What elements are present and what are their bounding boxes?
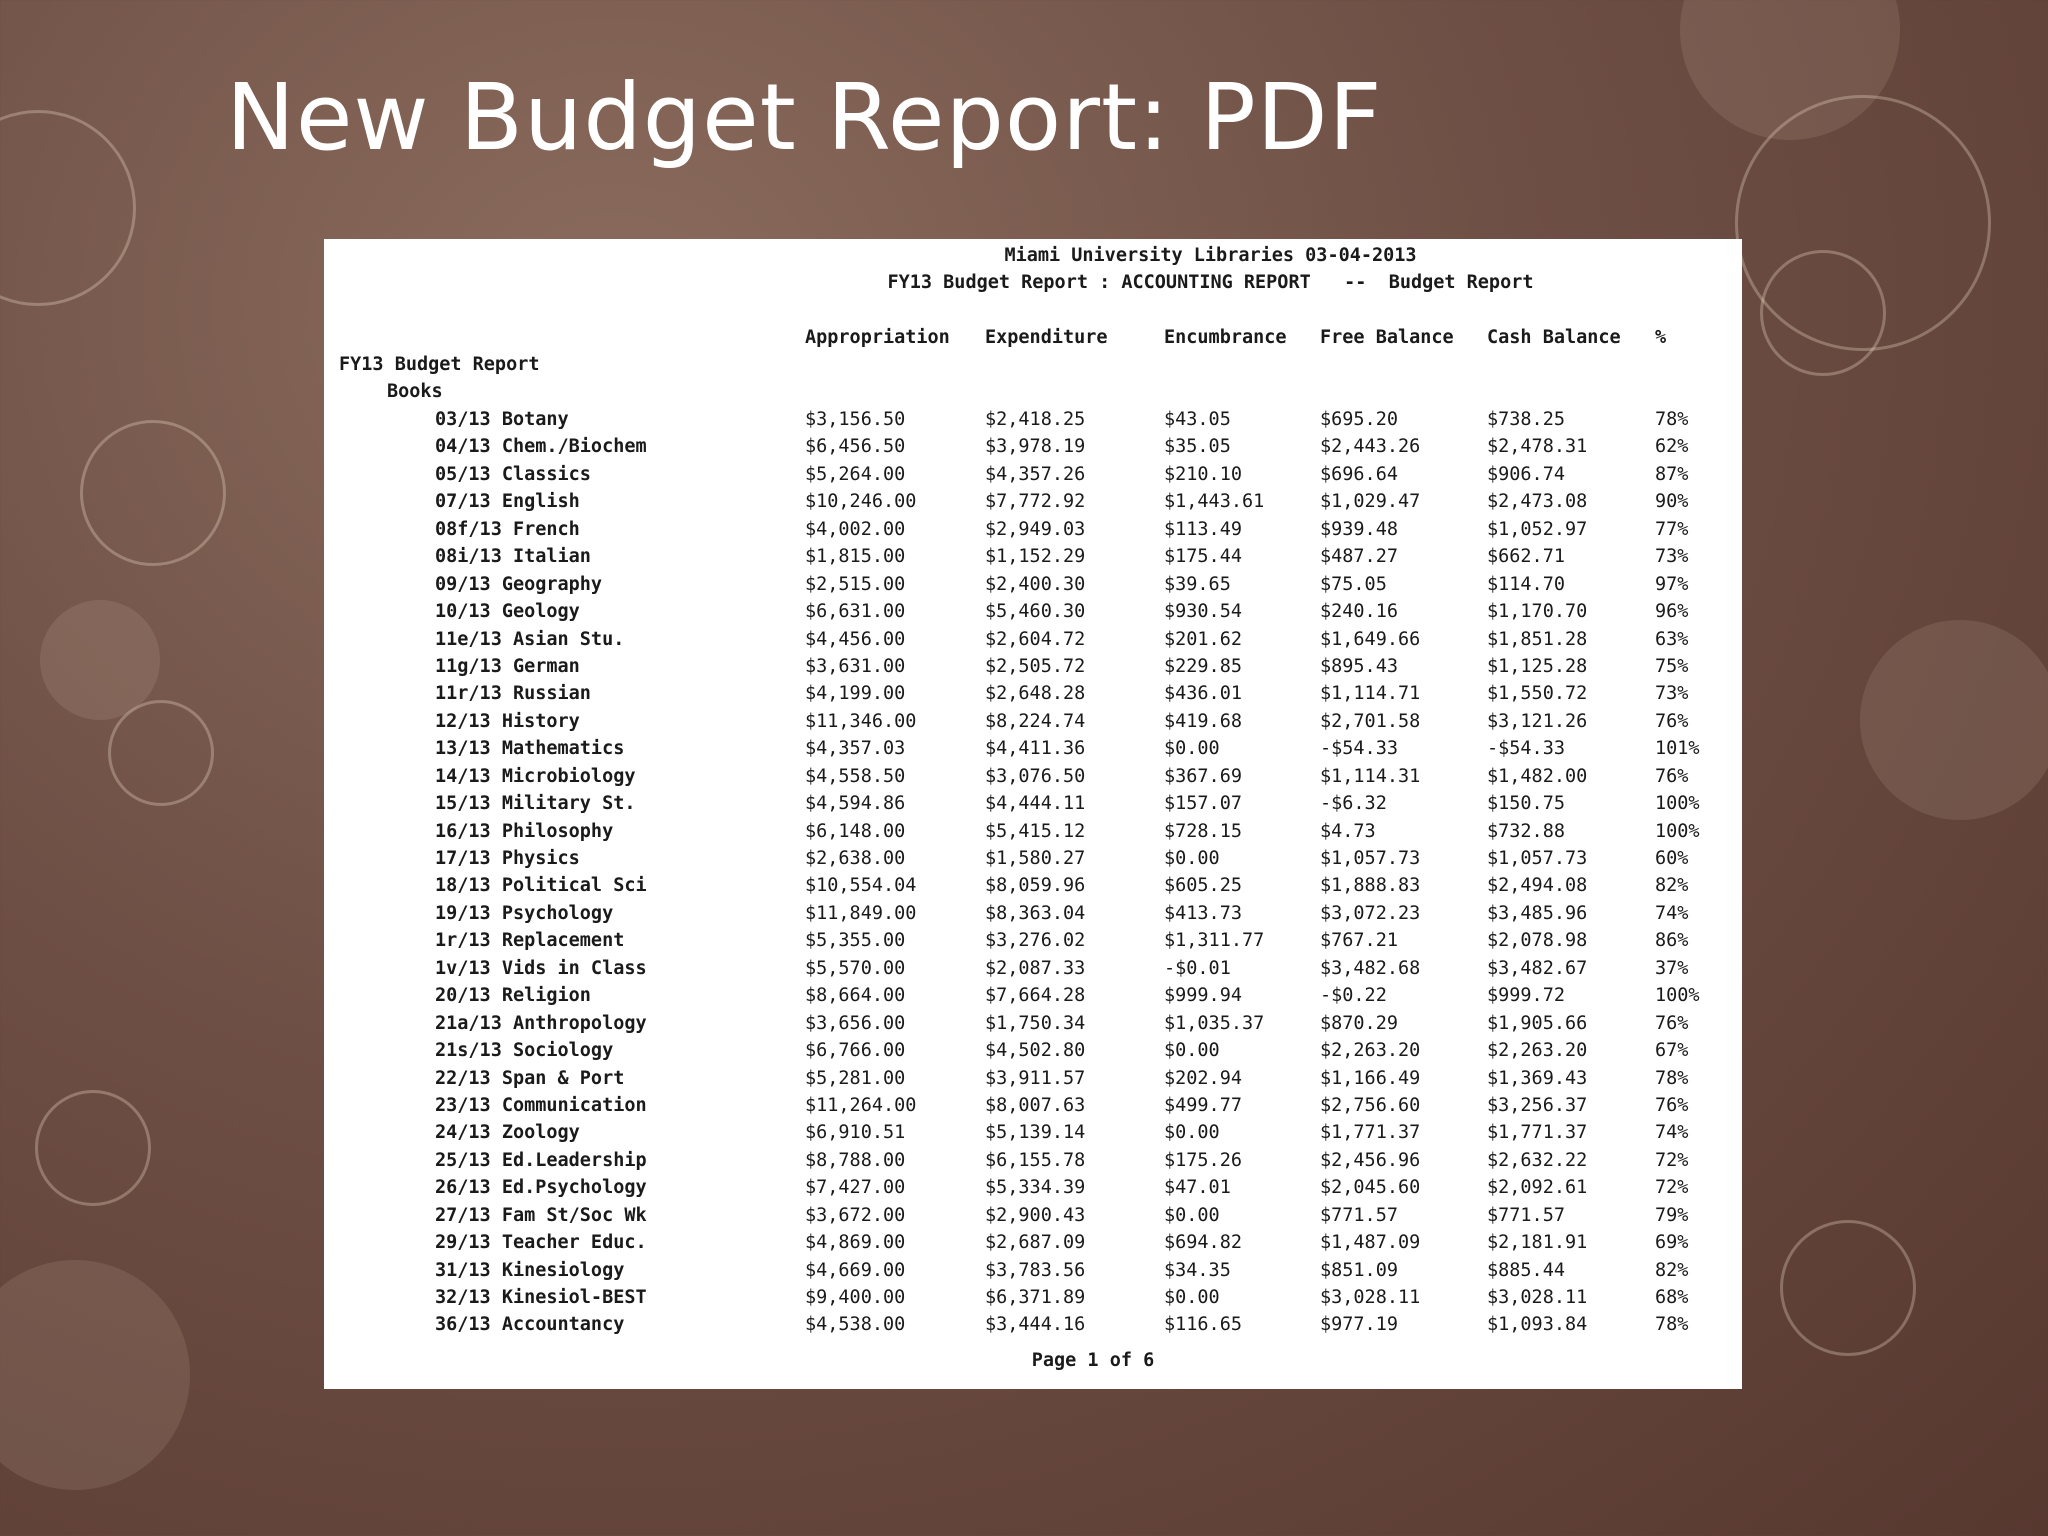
cell-percent: 62% bbox=[1655, 436, 1689, 458]
cell-expenditure: $8,224.74 bbox=[985, 710, 1086, 732]
cell-free-balance: $487.27 bbox=[1320, 546, 1398, 568]
cell-expenditure: $3,783.56 bbox=[985, 1259, 1086, 1281]
cell-free-balance: $1,771.37 bbox=[1320, 1122, 1421, 1144]
cell-appropriation: $1,815.00 bbox=[805, 546, 906, 568]
table-row bbox=[324, 1287, 1742, 1314]
cell-expenditure: $5,139.14 bbox=[985, 1122, 1086, 1144]
col-expenditure: Expenditure bbox=[985, 327, 1108, 348]
cell-free-balance: $1,649.66 bbox=[1320, 628, 1421, 650]
fund-name: 12/13 History bbox=[435, 710, 580, 732]
table-row bbox=[324, 848, 1742, 875]
cell-percent: 76% bbox=[1655, 710, 1689, 732]
cell-appropriation: $4,869.00 bbox=[805, 1232, 906, 1254]
fund-name: 15/13 Military St. bbox=[435, 793, 636, 815]
cell-encumbrance: $0.00 bbox=[1164, 1040, 1220, 1062]
table-row bbox=[324, 491, 1742, 518]
fund-name: 18/13 Political Sci bbox=[435, 875, 647, 897]
cell-expenditure: $3,978.19 bbox=[985, 436, 1086, 458]
page-indicator: Page 1 of 6 bbox=[1031, 1350, 1155, 1371]
column-headers bbox=[324, 327, 1742, 353]
cell-cash-balance: $3,121.26 bbox=[1487, 710, 1588, 732]
table-row bbox=[324, 656, 1742, 683]
cell-expenditure: $7,772.92 bbox=[985, 491, 1086, 513]
cell-expenditure: $2,505.72 bbox=[985, 655, 1086, 677]
cell-cash-balance: $3,485.96 bbox=[1487, 902, 1588, 924]
cell-expenditure: $2,648.28 bbox=[985, 683, 1086, 705]
cell-encumbrance: $43.05 bbox=[1164, 409, 1231, 430]
cell-percent: 78% bbox=[1655, 409, 1689, 430]
cell-encumbrance: $1,311.77 bbox=[1164, 930, 1265, 952]
table-row bbox=[324, 903, 1742, 930]
fund-name: 21s/13 Sociology bbox=[435, 1040, 614, 1062]
cell-percent: 69% bbox=[1655, 1232, 1689, 1254]
cell-encumbrance: $499.77 bbox=[1164, 1094, 1242, 1116]
cell-encumbrance: $0.00 bbox=[1164, 1287, 1220, 1308]
fund-name: 24/13 Zoology bbox=[435, 1122, 580, 1144]
cell-appropriation: $5,264.00 bbox=[805, 463, 906, 485]
bokeh-circle bbox=[1860, 620, 2048, 820]
cell-free-balance: $977.19 bbox=[1320, 1314, 1398, 1336]
cell-percent: 101% bbox=[1655, 738, 1700, 760]
table-row bbox=[324, 793, 1742, 820]
cell-cash-balance: $1,771.37 bbox=[1487, 1122, 1588, 1144]
fund-name: 03/13 Botany bbox=[435, 409, 569, 430]
cell-free-balance: $1,114.71 bbox=[1320, 683, 1421, 705]
cell-cash-balance: $2,263.20 bbox=[1487, 1040, 1588, 1062]
cell-percent: 76% bbox=[1655, 765, 1689, 787]
cell-encumbrance: $367.69 bbox=[1164, 765, 1242, 787]
pdf-page bbox=[324, 239, 1742, 1389]
cell-expenditure: $5,415.12 bbox=[985, 820, 1086, 842]
cell-expenditure: $1,580.27 bbox=[985, 848, 1086, 869]
cell-encumbrance: $413.73 bbox=[1164, 902, 1242, 924]
cell-free-balance: $939.48 bbox=[1320, 518, 1398, 540]
table-row bbox=[324, 1013, 1742, 1040]
cell-percent: 75% bbox=[1655, 655, 1689, 677]
bokeh-circle bbox=[40, 600, 160, 720]
cell-cash-balance: $885.44 bbox=[1487, 1259, 1565, 1281]
bokeh-circle bbox=[1680, 0, 1900, 140]
cell-appropriation: $4,199.00 bbox=[805, 683, 906, 705]
cell-appropriation: $6,910.51 bbox=[805, 1122, 906, 1144]
fund-name: 16/13 Philosophy bbox=[435, 820, 614, 842]
cell-appropriation: $4,357.03 bbox=[805, 738, 906, 760]
col-percent: % bbox=[1655, 327, 1667, 348]
fund-name: 26/13 Ed.Psychology bbox=[435, 1177, 647, 1199]
cell-encumbrance: $436.01 bbox=[1164, 683, 1242, 705]
bokeh-circle bbox=[1760, 250, 1886, 376]
fund-name: 22/13 Span & Port bbox=[435, 1067, 625, 1089]
bokeh-circle bbox=[80, 420, 226, 566]
fund-name: 32/13 Kinesiol-BEST bbox=[435, 1287, 647, 1308]
cell-percent: 72% bbox=[1655, 1177, 1689, 1199]
cell-expenditure: $6,155.78 bbox=[985, 1149, 1086, 1171]
cell-encumbrance: $39.65 bbox=[1164, 573, 1231, 595]
fund-name: 1r/13 Replacement bbox=[435, 930, 625, 952]
cell-percent: 76% bbox=[1655, 1094, 1689, 1116]
cell-expenditure: $2,418.25 bbox=[985, 409, 1086, 430]
fund-name: 29/13 Teacher Educ. bbox=[435, 1232, 647, 1254]
cell-appropriation: $6,631.00 bbox=[805, 601, 906, 623]
cell-appropriation: $4,558.50 bbox=[805, 765, 906, 787]
cell-cash-balance: $2,494.08 bbox=[1487, 875, 1588, 897]
cell-appropriation: $4,002.00 bbox=[805, 518, 906, 540]
table-row bbox=[324, 409, 1742, 436]
cell-appropriation: $2,515.00 bbox=[805, 573, 906, 595]
col-free-balance: Free Balance bbox=[1320, 327, 1454, 348]
cell-cash-balance: $3,482.67 bbox=[1487, 957, 1588, 979]
cell-expenditure: $5,460.30 bbox=[985, 601, 1086, 623]
cell-free-balance: $851.09 bbox=[1320, 1259, 1398, 1281]
cell-cash-balance: $1,052.97 bbox=[1487, 518, 1588, 540]
cell-free-balance: $2,456.96 bbox=[1320, 1149, 1421, 1171]
table-row bbox=[324, 1232, 1742, 1259]
cell-encumbrance: $175.26 bbox=[1164, 1149, 1242, 1171]
cell-appropriation: $6,148.00 bbox=[805, 820, 906, 842]
cell-percent: 63% bbox=[1655, 628, 1689, 650]
fund-name: 11e/13 Asian Stu. bbox=[435, 628, 625, 650]
table-row bbox=[324, 519, 1742, 546]
cell-percent: 100% bbox=[1655, 820, 1700, 842]
cell-encumbrance: $202.94 bbox=[1164, 1067, 1242, 1089]
cell-expenditure: $4,357.26 bbox=[985, 463, 1086, 485]
fund-name: 20/13 Religion bbox=[435, 985, 591, 1007]
cell-appropriation: $3,656.00 bbox=[805, 1012, 906, 1034]
cell-appropriation: $5,281.00 bbox=[805, 1067, 906, 1089]
table-row bbox=[324, 821, 1742, 848]
cell-percent: 100% bbox=[1655, 985, 1700, 1007]
cell-appropriation: $6,766.00 bbox=[805, 1040, 906, 1062]
cell-percent: 87% bbox=[1655, 463, 1689, 485]
table-row bbox=[324, 1150, 1742, 1177]
cell-expenditure: $2,087.33 bbox=[985, 957, 1086, 979]
fund-name: 07/13 English bbox=[435, 491, 580, 513]
cell-encumbrance: $694.82 bbox=[1164, 1232, 1242, 1254]
cell-encumbrance: $930.54 bbox=[1164, 601, 1242, 623]
table-row bbox=[324, 546, 1742, 573]
cell-cash-balance: $738.25 bbox=[1487, 409, 1565, 430]
cell-expenditure: $5,334.39 bbox=[985, 1177, 1086, 1199]
fund-name: 27/13 Fam St/Soc Wk bbox=[435, 1204, 647, 1226]
cell-percent: 60% bbox=[1655, 848, 1689, 869]
cell-percent: 86% bbox=[1655, 930, 1689, 952]
cell-free-balance: $1,888.83 bbox=[1320, 875, 1421, 897]
cell-percent: 37% bbox=[1655, 957, 1689, 979]
cell-cash-balance: $771.57 bbox=[1487, 1204, 1565, 1226]
cell-free-balance: $1,487.09 bbox=[1320, 1232, 1421, 1254]
fund-name: 14/13 Microbiology bbox=[435, 765, 636, 787]
cell-expenditure: $8,363.04 bbox=[985, 902, 1086, 924]
cell-free-balance: $3,072.23 bbox=[1320, 902, 1421, 924]
cell-encumbrance: $35.05 bbox=[1164, 436, 1231, 458]
cell-appropriation: $4,538.00 bbox=[805, 1314, 906, 1336]
cell-cash-balance: $1,905.66 bbox=[1487, 1012, 1588, 1034]
cell-appropriation: $4,456.00 bbox=[805, 628, 906, 650]
cell-appropriation: $3,631.00 bbox=[805, 655, 906, 677]
cell-expenditure: $3,911.57 bbox=[985, 1067, 1086, 1089]
cell-cash-balance: $2,632.22 bbox=[1487, 1149, 1588, 1171]
bokeh-circle bbox=[108, 700, 214, 806]
cell-cash-balance: $662.71 bbox=[1487, 546, 1565, 568]
table-row bbox=[324, 766, 1742, 793]
report-header-line1: Miami University Libraries 03-04-2013 bbox=[1004, 245, 1417, 266]
report-header-line2: FY13 Budget Report : ACCOUNTING REPORT -- Budget Report bbox=[887, 272, 1534, 293]
fund-name: 36/13 Accountancy bbox=[435, 1314, 625, 1336]
cell-expenditure: $3,276.02 bbox=[985, 930, 1086, 952]
cell-free-balance: $2,045.60 bbox=[1320, 1177, 1421, 1199]
fund-name: 1v/13 Vids in Class bbox=[435, 957, 647, 979]
table-row bbox=[324, 738, 1742, 765]
fund-name: 31/13 Kinesiology bbox=[435, 1259, 625, 1281]
cell-expenditure: $8,059.96 bbox=[985, 875, 1086, 897]
cell-appropriation: $5,355.00 bbox=[805, 930, 906, 952]
cell-encumbrance: $34.35 bbox=[1164, 1259, 1231, 1281]
cell-free-balance: $2,701.58 bbox=[1320, 710, 1421, 732]
cell-appropriation: $11,264.00 bbox=[805, 1094, 917, 1116]
cell-free-balance: $695.20 bbox=[1320, 409, 1398, 430]
cell-percent: 96% bbox=[1655, 601, 1689, 623]
cell-appropriation: $11,346.00 bbox=[805, 710, 917, 732]
table-row bbox=[324, 1095, 1742, 1122]
fund-name: 05/13 Classics bbox=[435, 463, 591, 485]
cell-expenditure: $8,007.63 bbox=[985, 1094, 1086, 1116]
cell-cash-balance: -$54.33 bbox=[1487, 738, 1565, 760]
fund-name: 09/13 Geography bbox=[435, 573, 603, 595]
cell-encumbrance: -$0.01 bbox=[1164, 957, 1231, 979]
cell-free-balance: $4.73 bbox=[1320, 820, 1376, 842]
cell-expenditure: $2,604.72 bbox=[985, 628, 1086, 650]
cell-cash-balance: $1,057.73 bbox=[1487, 848, 1588, 869]
cell-cash-balance: $1,851.28 bbox=[1487, 628, 1588, 650]
cell-encumbrance: $210.10 bbox=[1164, 463, 1242, 485]
cell-free-balance: $1,029.47 bbox=[1320, 491, 1421, 513]
cell-expenditure: $4,444.11 bbox=[985, 793, 1086, 815]
table-row bbox=[324, 985, 1742, 1012]
cell-appropriation: $2,638.00 bbox=[805, 848, 906, 869]
fund-name: 13/13 Mathematics bbox=[435, 738, 625, 760]
cell-cash-balance: $1,482.00 bbox=[1487, 765, 1588, 787]
fund-name: 08i/13 Italian bbox=[435, 546, 591, 568]
table-row bbox=[324, 958, 1742, 985]
section-title: FY13 Budget Report bbox=[339, 354, 540, 375]
cell-encumbrance: $157.07 bbox=[1164, 793, 1242, 815]
slide-title: New Budget Report: PDF bbox=[226, 64, 1383, 171]
table-row bbox=[324, 574, 1742, 601]
cell-appropriation: $10,554.04 bbox=[805, 875, 917, 897]
cell-cash-balance: $2,181.91 bbox=[1487, 1232, 1588, 1254]
cell-percent: 78% bbox=[1655, 1314, 1689, 1336]
cell-encumbrance: $0.00 bbox=[1164, 1122, 1220, 1144]
fund-name: 04/13 Chem./Biochem bbox=[435, 436, 647, 458]
cell-cash-balance: $150.75 bbox=[1487, 793, 1565, 815]
cell-cash-balance: $2,078.98 bbox=[1487, 930, 1588, 952]
cell-cash-balance: $3,028.11 bbox=[1487, 1287, 1588, 1308]
report-rows bbox=[324, 409, 1742, 1342]
cell-free-balance: $696.64 bbox=[1320, 463, 1398, 485]
table-row bbox=[324, 875, 1742, 902]
cell-appropriation: $6,456.50 bbox=[805, 436, 906, 458]
cell-expenditure: $3,076.50 bbox=[985, 765, 1086, 787]
table-row bbox=[324, 1314, 1742, 1341]
cell-encumbrance: $201.62 bbox=[1164, 628, 1242, 650]
cell-free-balance: $771.57 bbox=[1320, 1204, 1398, 1226]
cell-percent: 76% bbox=[1655, 1012, 1689, 1034]
cell-appropriation: $3,156.50 bbox=[805, 409, 906, 430]
col-appropriation: Appropriation bbox=[805, 327, 950, 348]
cell-encumbrance: $229.85 bbox=[1164, 655, 1242, 677]
table-row bbox=[324, 436, 1742, 463]
cell-cash-balance: $1,550.72 bbox=[1487, 683, 1588, 705]
col-encumbrance: Encumbrance bbox=[1164, 327, 1287, 348]
cell-cash-balance: $1,170.70 bbox=[1487, 601, 1588, 623]
cell-expenditure: $3,444.16 bbox=[985, 1314, 1086, 1336]
cell-percent: 73% bbox=[1655, 683, 1689, 705]
table-row bbox=[324, 1068, 1742, 1095]
cell-expenditure: $2,400.30 bbox=[985, 573, 1086, 595]
cell-free-balance: $1,166.49 bbox=[1320, 1067, 1421, 1089]
fund-name: 23/13 Communication bbox=[435, 1094, 647, 1116]
cell-cash-balance: $2,478.31 bbox=[1487, 436, 1588, 458]
cell-percent: 79% bbox=[1655, 1204, 1689, 1226]
cell-expenditure: $1,750.34 bbox=[985, 1012, 1086, 1034]
cell-cash-balance: $3,256.37 bbox=[1487, 1094, 1588, 1116]
table-row bbox=[324, 464, 1742, 491]
cell-cash-balance: $2,092.61 bbox=[1487, 1177, 1588, 1199]
cell-percent: 74% bbox=[1655, 902, 1689, 924]
cell-percent: 97% bbox=[1655, 573, 1689, 595]
table-row bbox=[324, 1205, 1742, 1232]
cell-percent: 72% bbox=[1655, 1149, 1689, 1171]
table-row bbox=[324, 629, 1742, 656]
fund-name: 11g/13 German bbox=[435, 655, 580, 677]
cell-cash-balance: $999.72 bbox=[1487, 985, 1565, 1007]
table-row bbox=[324, 1177, 1742, 1204]
cell-encumbrance: $999.94 bbox=[1164, 985, 1242, 1007]
cell-expenditure: $6,371.89 bbox=[985, 1287, 1086, 1308]
cell-free-balance: $2,443.26 bbox=[1320, 436, 1421, 458]
cell-appropriation: $7,427.00 bbox=[805, 1177, 906, 1199]
table-row bbox=[324, 683, 1742, 710]
cell-cash-balance: $732.88 bbox=[1487, 820, 1565, 842]
table-row bbox=[324, 1260, 1742, 1287]
table-row bbox=[324, 930, 1742, 957]
cell-percent: 90% bbox=[1655, 491, 1689, 513]
fund-name: 21a/13 Anthropology bbox=[435, 1012, 647, 1034]
cell-encumbrance: $47.01 bbox=[1164, 1177, 1231, 1199]
cell-free-balance: $75.05 bbox=[1320, 573, 1387, 595]
cell-encumbrance: $175.44 bbox=[1164, 546, 1242, 568]
cell-cash-balance: $114.70 bbox=[1487, 573, 1565, 595]
cell-expenditure: $2,900.43 bbox=[985, 1204, 1086, 1226]
fund-name: 10/13 Geology bbox=[435, 601, 580, 623]
table-row bbox=[324, 1122, 1742, 1149]
cell-appropriation: $4,594.86 bbox=[805, 793, 906, 815]
bokeh-circle bbox=[0, 1260, 190, 1490]
cell-encumbrance: $116.65 bbox=[1164, 1314, 1242, 1336]
fund-name: 25/13 Ed.Leadership bbox=[435, 1149, 647, 1171]
cell-free-balance: $3,482.68 bbox=[1320, 957, 1421, 979]
cell-free-balance: $3,028.11 bbox=[1320, 1287, 1421, 1308]
cell-free-balance: $895.43 bbox=[1320, 655, 1398, 677]
cell-cash-balance: $2,473.08 bbox=[1487, 491, 1588, 513]
cell-percent: 78% bbox=[1655, 1067, 1689, 1089]
cell-appropriation: $8,664.00 bbox=[805, 985, 906, 1007]
cell-encumbrance: $113.49 bbox=[1164, 518, 1242, 540]
cell-appropriation: $8,788.00 bbox=[805, 1149, 906, 1171]
fund-name: 17/13 Physics bbox=[435, 848, 580, 869]
cell-expenditure: $4,411.36 bbox=[985, 738, 1086, 760]
col-cash-balance: Cash Balance bbox=[1487, 327, 1621, 348]
fund-name: 11r/13 Russian bbox=[435, 683, 591, 705]
cell-encumbrance: $1,443.61 bbox=[1164, 491, 1265, 513]
cell-free-balance: -$54.33 bbox=[1320, 738, 1398, 760]
cell-free-balance: -$0.22 bbox=[1320, 985, 1387, 1007]
cell-percent: 82% bbox=[1655, 1259, 1689, 1281]
bokeh-circle bbox=[1735, 95, 1991, 351]
cell-cash-balance: $1,369.43 bbox=[1487, 1067, 1588, 1089]
cell-free-balance: $1,114.31 bbox=[1320, 765, 1421, 787]
cell-free-balance: $2,263.20 bbox=[1320, 1040, 1421, 1062]
cell-free-balance: $870.29 bbox=[1320, 1012, 1398, 1034]
cell-free-balance: -$6.32 bbox=[1320, 793, 1387, 815]
cell-encumbrance: $1,035.37 bbox=[1164, 1012, 1265, 1034]
cell-cash-balance: $1,093.84 bbox=[1487, 1314, 1588, 1336]
cell-percent: 77% bbox=[1655, 518, 1689, 540]
table-row bbox=[324, 1040, 1742, 1067]
cell-free-balance: $1,057.73 bbox=[1320, 848, 1421, 869]
cell-appropriation: $10,246.00 bbox=[805, 491, 917, 513]
fund-name: 08f/13 French bbox=[435, 518, 580, 540]
cell-percent: 73% bbox=[1655, 546, 1689, 568]
cell-appropriation: $3,672.00 bbox=[805, 1204, 906, 1226]
subsection-title: Books bbox=[387, 381, 443, 402]
cell-appropriation: $4,669.00 bbox=[805, 1259, 906, 1281]
cell-expenditure: $7,664.28 bbox=[985, 985, 1086, 1007]
cell-free-balance: $2,756.60 bbox=[1320, 1094, 1421, 1116]
cell-percent: 68% bbox=[1655, 1287, 1689, 1308]
bokeh-circle bbox=[1780, 1220, 1916, 1356]
cell-appropriation: $11,849.00 bbox=[805, 902, 917, 924]
cell-percent: 74% bbox=[1655, 1122, 1689, 1144]
cell-encumbrance: $0.00 bbox=[1164, 738, 1220, 760]
cell-percent: 82% bbox=[1655, 875, 1689, 897]
cell-cash-balance: $1,125.28 bbox=[1487, 655, 1588, 677]
cell-appropriation: $9,400.00 bbox=[805, 1287, 906, 1308]
bokeh-circle bbox=[35, 1090, 151, 1206]
cell-encumbrance: $419.68 bbox=[1164, 710, 1242, 732]
cell-expenditure: $2,687.09 bbox=[985, 1232, 1086, 1254]
bokeh-circle bbox=[0, 110, 136, 306]
cell-expenditure: $1,152.29 bbox=[985, 546, 1086, 568]
table-row bbox=[324, 601, 1742, 628]
cell-free-balance: $240.16 bbox=[1320, 601, 1398, 623]
cell-free-balance: $767.21 bbox=[1320, 930, 1398, 952]
cell-encumbrance: $605.25 bbox=[1164, 875, 1242, 897]
table-row bbox=[324, 711, 1742, 738]
cell-encumbrance: $0.00 bbox=[1164, 1204, 1220, 1226]
cell-appropriation: $5,570.00 bbox=[805, 957, 906, 979]
cell-encumbrance: $0.00 bbox=[1164, 848, 1220, 869]
fund-name: 19/13 Psychology bbox=[435, 902, 614, 924]
cell-expenditure: $2,949.03 bbox=[985, 518, 1086, 540]
cell-cash-balance: $906.74 bbox=[1487, 463, 1565, 485]
cell-encumbrance: $728.15 bbox=[1164, 820, 1242, 842]
cell-percent: 100% bbox=[1655, 793, 1700, 815]
cell-expenditure: $4,502.80 bbox=[985, 1040, 1086, 1062]
cell-percent: 67% bbox=[1655, 1040, 1689, 1062]
